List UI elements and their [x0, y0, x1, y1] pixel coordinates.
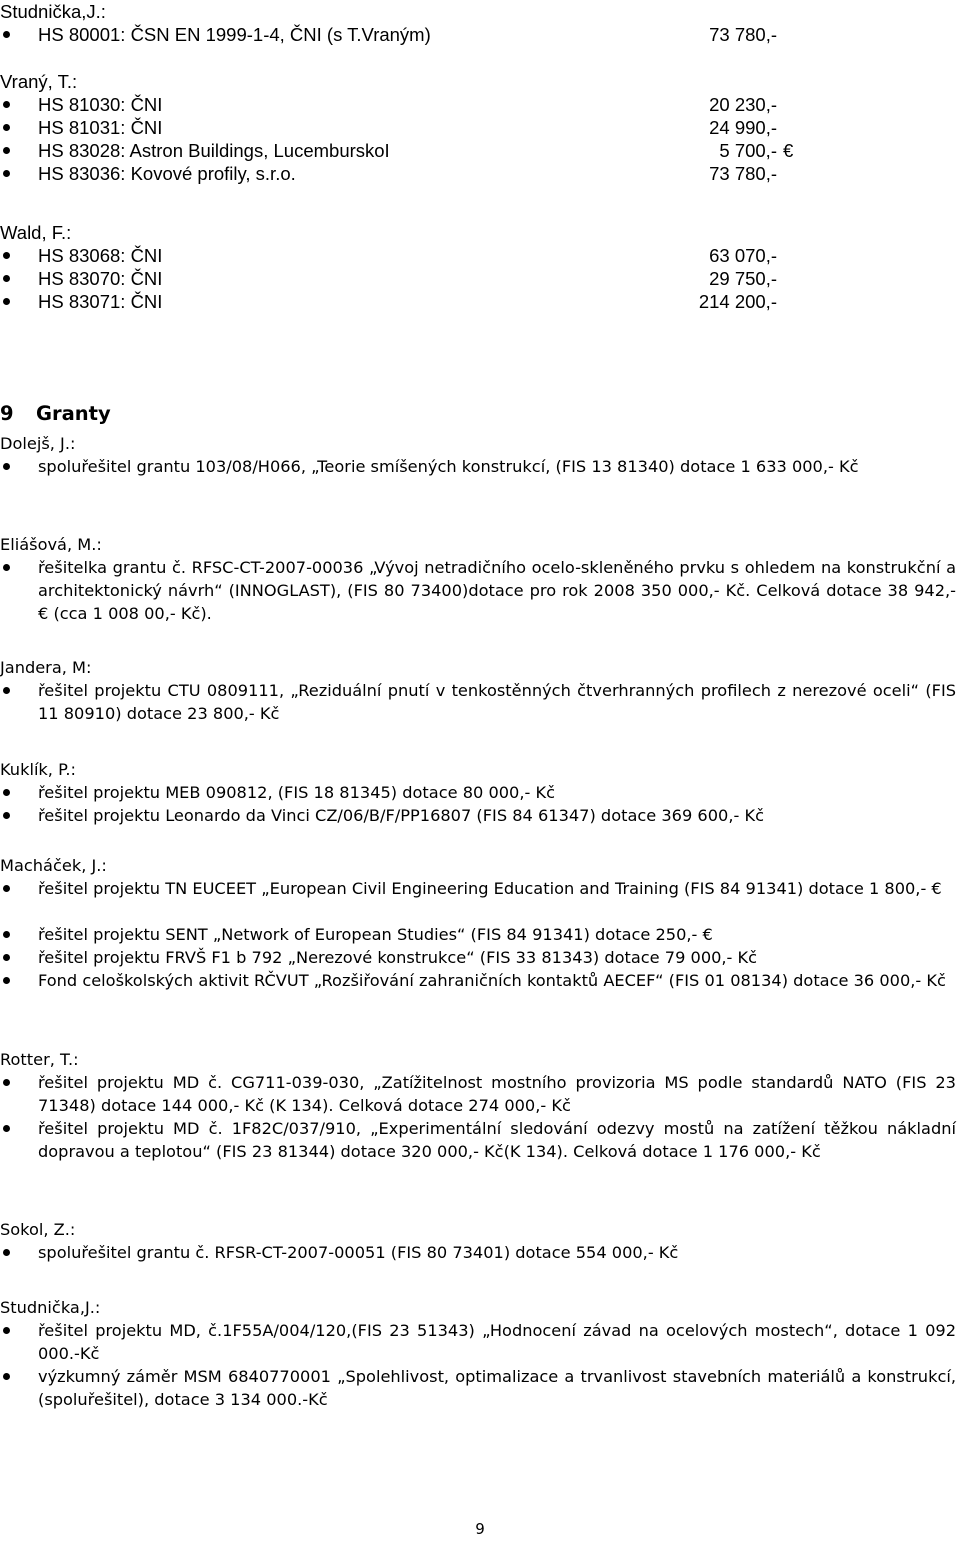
section-name: Dolejš, J.:: [0, 434, 76, 453]
item-label: HS 83036: Kovové profily, s.r.o.: [38, 163, 296, 184]
list-item: řešitel projektu MD č. CG711-039-030, „Zatížitelnost mostního provizoria MS podle standardů NATO (FIS 23 71348) dotace 144 000,- Kč (K 134). Celková dotace 274 000,- Kč: [38, 1073, 956, 1115]
bullet-icon: [3, 977, 10, 984]
list-item: spoluřešitel grantu č. RFSR-CT-2007-00051 (FIS 80 73401) dotace 554 000,- Kč: [38, 1243, 679, 1262]
bullet-icon: [3, 31, 10, 38]
grant-section-rotter: [0, 1048, 960, 1188]
top-section-vrany: [0, 70, 960, 185]
bullet-icon: [3, 954, 10, 961]
list-item: řešitel projektu Leonardo da Vinci CZ/06/B/F/PP16807 (FIS 84 61347) dotace 369 600,- Kč: [38, 806, 764, 825]
section-name: Vraný, T.:: [0, 71, 78, 92]
bullet-icon: [3, 1249, 10, 1256]
list-item: řešitel projektu CTU 0809111, „Reziduální pnutí v tenkostěnných čtverhranných profilech z nerezové oceli“ (FIS 11 80910) dotace 23 800,- Kč: [38, 681, 956, 723]
bullet-icon: [3, 931, 10, 938]
chapter-number: 9: [0, 402, 14, 425]
bullet-icon: [3, 789, 10, 796]
item-label: HS 80001: ČSN EN 1999-1-4, ČNI (s T.Vraným): [38, 24, 431, 45]
grant-section-sokol: [0, 1218, 960, 1266]
list-item: řešitel projektu MEB 090812, (FIS 18 81345) dotace 80 000,- Kč: [38, 783, 555, 802]
chapter-heading: [0, 401, 111, 427]
bullet-icon: [3, 812, 10, 819]
bullet-icon: [3, 885, 10, 892]
bullet-icon: [3, 252, 10, 259]
section-name: Wald, F.:: [0, 222, 72, 243]
section-name: Sokol, Z.:: [0, 1220, 76, 1239]
item-amount: 29 750,-: [709, 268, 777, 289]
bullet-icon: [3, 170, 10, 177]
bullet-icon: [3, 124, 10, 131]
list-item: [0, 290, 960, 313]
section-name: Rotter, T.:: [0, 1050, 79, 1069]
list-item: řešitel projektu TN EUCEET „European Civil Engineering Education and Training (FIS 84 91341) dotace 1 800,- €: [38, 879, 942, 898]
item-label: HS 83071: ČNI: [38, 291, 163, 312]
item-label: HS 83028: Astron Buildings, LucemburskoI: [38, 140, 390, 161]
grant-section-kuklik: [0, 758, 960, 828]
item-amount: 73 780,-: [709, 24, 777, 45]
item-amount: 24 990,-: [709, 117, 777, 138]
section-name: Eliášová, M.:: [0, 535, 102, 554]
list-item: řešitel projektu FRVŠ F1 b 792 „Nerezové konstrukce“ (FIS 33 81343) dotace 79 000,- Kč: [38, 948, 758, 967]
bullet-icon: [3, 1125, 10, 1132]
grant-section-studnicka: [0, 1296, 960, 1414]
item-amount: 20 230,-: [709, 94, 777, 115]
section-name: Macháček, J.:: [0, 856, 107, 875]
item-label: HS 81030: ČNI: [38, 94, 163, 115]
bullet-icon: [3, 1327, 10, 1334]
list-item: řešitel projektu MD č. 1F82C/037/910, „Experimentální sledování odezvy mostů na zatížení těžkou nákladní dopravou a teplotou“ (FIS 23 81344) dotace 320 000,- Kč(K 134). Celková dotace 1 176 000,- Kč: [38, 1119, 956, 1161]
section-name: Kuklík, P.:: [0, 760, 76, 779]
list-item: [0, 116, 960, 139]
bullet-icon: [3, 687, 10, 694]
list-item: řešitel projektu MD, č.1F55A/004/120,(FIS 23 51343) „Hodnocení závad na ocelových mostech“, dotace 1 092 000.-Kč: [38, 1321, 956, 1363]
item-amount: 214 200,-: [698, 291, 777, 312]
list-item: [0, 267, 960, 290]
list-item: spoluřešitel grantu 103/08/H066, „Teorie smíšených konstrukcí, (FIS 13 81340) dotace 1 633 000,- Kč: [38, 457, 859, 476]
bullet-icon: [3, 463, 10, 470]
currency-symbol: €: [783, 140, 794, 161]
list-item: [0, 244, 960, 267]
section-name: Studnička,J.:: [0, 1298, 101, 1317]
list-item: [0, 93, 960, 116]
bullet-icon: [3, 564, 10, 571]
item-label: HS 83068: ČNI: [38, 245, 163, 266]
bullet-icon: [3, 1373, 10, 1380]
list-item: [0, 139, 960, 162]
list-item: [0, 23, 960, 46]
list-item: výzkumný záměr MSM 6840770001 „Spolehlivost, optimalizace a trvanlivost stavebních materiálů a konstrukcí, (spoluřešitel), dotace 3 134 000.-Kč: [38, 1367, 956, 1409]
grant-section-dolejs: [0, 432, 960, 502]
section-name: Studnička,J.:: [0, 1, 106, 22]
page-number: 9: [475, 1520, 485, 1538]
list-item: Fond celoškolských aktivit RČVUT „Rozšiřování zahraničních kontaktů AECEF“ (FIS 01 08134) dotace 36 000,- Kč: [38, 971, 946, 990]
item-label: HS 81031: ČNI: [38, 117, 163, 138]
grant-section-jandera: [0, 656, 960, 726]
bullet-icon: [3, 1079, 10, 1086]
grant-section-eliasova: [0, 533, 960, 625]
bullet-icon: [3, 147, 10, 154]
bullet-icon: [3, 298, 10, 305]
list-item: [0, 162, 960, 185]
top-section-wald: [0, 221, 960, 313]
item-amount: 73 780,-: [709, 163, 777, 184]
top-section-studnicka: [0, 0, 960, 46]
list-item: řešitel projektu SENT „Network of European Studies“ (FIS 84 91341) dotace 250,- €: [38, 925, 713, 944]
bullet-icon: [3, 101, 10, 108]
section-name: Jandera, M:: [0, 658, 92, 677]
list-item: řešitelka grantu č. RFSC-CT-2007-00036 „Vývoj netradičního ocelo-skleněného prvku s ohledem na konstrukční a architektonický návrh“ (INNOGLAST), (FIS 80 73400)dotace pro rok 2008 350 000,- Kč. Celková dotace 38 942,- € (cca 1 008 00,- Kč).: [38, 558, 956, 623]
item-amount: 5 700,-: [719, 140, 777, 161]
item-amount: 63 070,-: [709, 245, 777, 266]
grant-section-machacek: [0, 854, 960, 1016]
bullet-icon: [3, 275, 10, 282]
item-label: HS 83070: ČNI: [38, 268, 163, 289]
chapter-title: Granty: [36, 402, 111, 425]
